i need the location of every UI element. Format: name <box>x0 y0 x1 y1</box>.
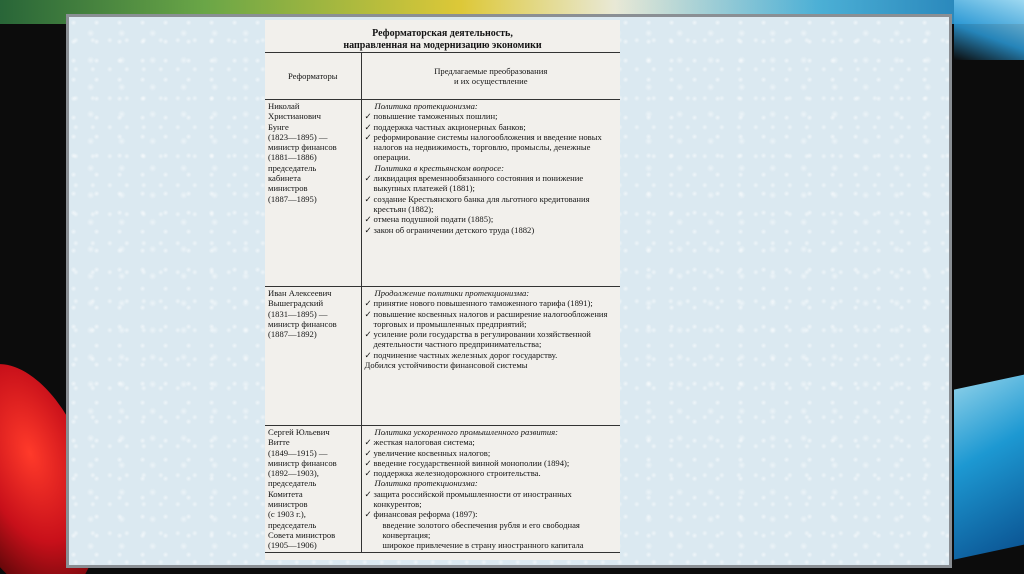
reform-item: ✓ поддержка частных акционерных банков; <box>364 121 526 132</box>
reform-item: ✓ поддержка железнодорожного строительства. <box>364 468 541 479</box>
reformer-line: (1849—1915) — <box>268 447 328 458</box>
reformer-line: Христианович <box>268 111 321 122</box>
reformer-line: Иван Алексеевич <box>268 288 332 298</box>
reformer-line: Витте <box>268 437 290 448</box>
check-icon: ✓ <box>364 437 372 448</box>
reformer-line: председатель <box>268 162 317 173</box>
reformer-line: Сергей Юльевич <box>268 427 330 437</box>
reformer-line: председатель <box>268 519 317 530</box>
reformer-line: министр финансов <box>268 318 337 329</box>
check-icon: ✓ <box>364 457 372 468</box>
reformer-line: (1823—1895) — <box>268 131 328 142</box>
check-icon: ✓ <box>364 193 372 204</box>
result-note: Добился устойчивости финансовой системы <box>364 360 528 371</box>
reform-item: ✓ увеличение косвенных налогов; <box>364 447 491 458</box>
title-line: Реформаторская деятельность, <box>372 28 513 39</box>
reform-item: ✓ принятие нового повышенного таможенного тарифа (1891); <box>364 298 593 309</box>
check-icon: ✓ <box>364 111 372 122</box>
reform-item: ✓ создание Крестьянского банка для льготного кредитования крестьян (1882); <box>364 193 590 214</box>
reform-item: ✓ финансовая реформа (1897): <box>364 509 478 520</box>
table-row <box>265 426 620 553</box>
reforms-cell <box>361 287 620 426</box>
reformer-line: (1881—1886) <box>268 152 317 163</box>
check-icon: ✓ <box>364 447 372 458</box>
reformer-line: Совета министров <box>268 529 336 540</box>
reformer-line: министр финансов <box>268 457 337 468</box>
policy-heading: Продолжение политики протекционизма: <box>374 288 530 298</box>
reform-item: ✓ закон об ограничении детского труда (1882) <box>364 224 535 235</box>
reform-subitem: широкое привлечение в страну иностранного капитала <box>382 540 584 551</box>
reformer-line: Вышеградский <box>268 298 324 309</box>
check-icon: ✓ <box>364 224 372 235</box>
check-icon: ✓ <box>364 349 372 360</box>
document-scan <box>265 20 620 560</box>
policy-heading: Политика в крестьянском вопросе: <box>374 162 504 173</box>
reformer-line: министров <box>268 183 308 194</box>
decorative-right-shape <box>954 370 1024 559</box>
reformer-line: министр финансов <box>268 142 337 153</box>
policy-heading: Политика ускоренного промышленного развития: <box>374 427 559 437</box>
document-title <box>265 20 620 52</box>
header-reformers: Реформаторы <box>265 53 361 100</box>
check-icon: ✓ <box>364 509 372 520</box>
reformer-line: (1887—1895) <box>268 193 317 204</box>
policy-heading: Политика протекционизма: <box>374 101 478 111</box>
decorative-top-right-shape <box>954 0 1024 60</box>
reform-item: ✓ повышение косвенных налогов и расширение налогообложения торговых и промышленных предприятий; <box>364 308 608 329</box>
check-icon: ✓ <box>364 131 372 142</box>
reformer-line: кабинета <box>268 173 301 184</box>
check-icon: ✓ <box>364 214 372 225</box>
reform-item: ✓ защита российской промышленности от иностранных конкурентов; <box>364 488 572 510</box>
table-row <box>265 100 620 287</box>
table-row <box>265 287 620 426</box>
reformer-line: (1887—1892) <box>268 329 317 340</box>
check-icon: ✓ <box>364 298 372 309</box>
reformer-line: (1905—1906) <box>268 540 317 551</box>
reform-item: ✓ введение государственной винной монополии (1894); <box>364 457 570 468</box>
check-icon: ✓ <box>364 468 372 479</box>
reform-item: ✓ усиление роли государства в регулировании хозяйственной деятельности частного предпринимательства; <box>364 329 591 350</box>
title-line: направленная на модернизацию экономики <box>343 40 542 51</box>
reformer-cell <box>265 287 361 426</box>
reforms-cell <box>361 100 620 287</box>
check-icon: ✓ <box>364 329 372 340</box>
reformer-line: (1831—1895) — <box>268 308 328 319</box>
header-line: Предлагаемые преобразования <box>434 65 548 76</box>
reform-item: ✓ повышение таможенных пошлин; <box>364 111 498 122</box>
reform-item: ✓ отмена подушной подати (1885); <box>364 214 494 225</box>
check-icon: ✓ <box>364 308 372 319</box>
table-header-row <box>265 53 620 100</box>
reformer-line: Николай <box>268 101 300 111</box>
reforms-cell <box>361 426 620 553</box>
reformer-line: Бунге <box>268 121 289 132</box>
reformer-cell <box>265 100 361 287</box>
reform-item: ✓ ликвидация временнообязанного состояния и понижение выкупных платежей (1881); <box>364 173 584 194</box>
reform-item: ✓ жесткая налоговая система; <box>364 437 475 448</box>
header-reforms <box>361 53 620 100</box>
policy-heading: Политика протекционизма: <box>374 478 478 489</box>
reformer-line: Комитета <box>268 488 303 499</box>
reform-subitem: введение золотого обеспечения рубля и его свободная конвертация; <box>382 519 580 540</box>
reformer-line: председатель <box>268 478 317 489</box>
check-icon: ✓ <box>364 173 372 184</box>
header-line: и их осуществление <box>453 76 528 86</box>
check-icon: ✓ <box>364 488 372 499</box>
reforms-table <box>265 52 620 553</box>
reform-item: ✓ подчинение частных железных дорог государству. <box>364 349 558 360</box>
reformer-line: (с 1903 г.), <box>268 509 306 520</box>
reform-item: ✓ реформирование системы налогообложения и введение новых налогов на недвижимость, торговлю, промыслы, денежные операции. <box>364 131 602 163</box>
reformer-cell <box>265 426 361 553</box>
reformer-line: министров <box>268 499 308 510</box>
reformer-line: (1892—1903), <box>268 468 319 479</box>
check-icon: ✓ <box>364 121 372 132</box>
